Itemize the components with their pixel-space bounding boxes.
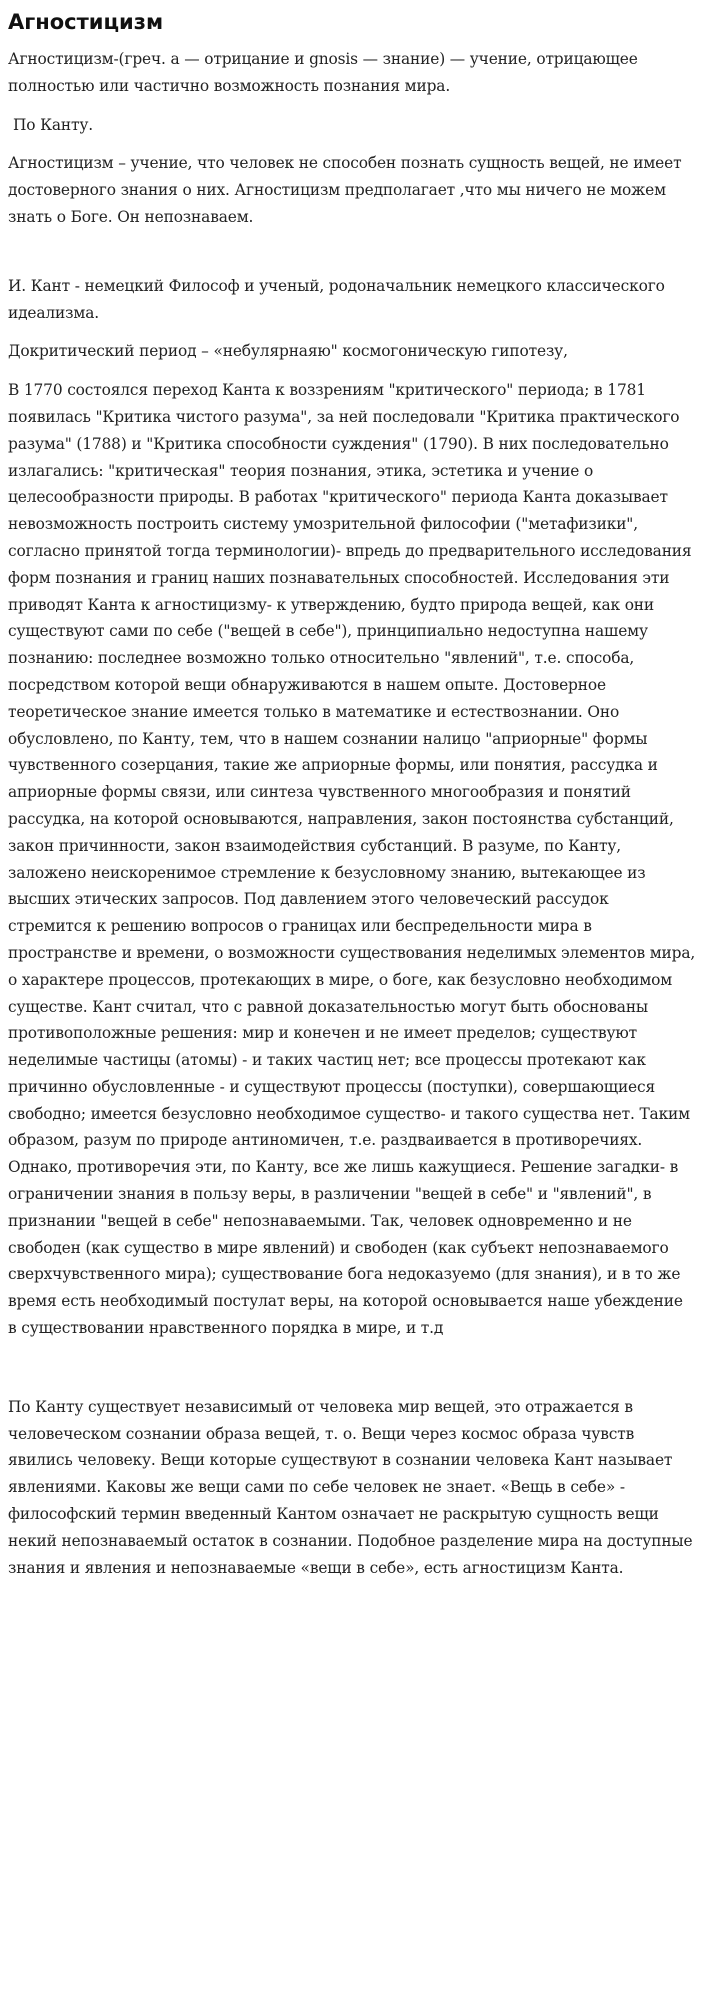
precritical-paragraph: Докритический период – «небулярнаяю" космогоническую гипотезу, (8, 342, 568, 361)
kant-subheading: По Канту. (13, 115, 94, 134)
definition-paragraph: Агностицизм-(греч. а — отрицание и gnosis — знание) — учение, отрицающее полностью или частично возможность познания мира. (8, 50, 638, 95)
document (8, 8, 696, 1593)
critical-period-paragraph: В 1770 состоялся переход Канта к воззрениям "критического" периода; в 1781 появилась "Критика чистого разума", за ней последовали "Критика практического разума" (1788) и "Критика способности суждения" (1790). В них последовательно излагались: "критическая" теория познания, этика, эстетика и учение о целесообразности природы. В работах "критического" периода Канта доказывает невозможность построить систему умозрительной философии ("метафизики", согласно принятой тогда терминологии)- впредь до предварительного исследования форм познания и границ наших познавательных способностей. Исследования эти приводят Канта к агностицизму- к утверждению, будто природа вещей, как они существуют сами по себе ("вещей в себе"), принципиально недоступна нашему познанию: последнее возможно только относительно "явлений", т.е. способа, посредством которой вещи обнаруживаются в нашем опыте. Достоверное теоретическое знание имеется только в математике и естествознании. Оно обусловлено, по Канту, тем, что в нашем сознании налицо "априорные" формы чувственного созерцания, такие же априорные формы, или понятия, рассудка и априорные формы связи, или синтеза чувственного многообразия и понятий рассудка, на которой основываются, направления, закон постоянства субстанций, закон причинности, закон взаимодействия субстанций. В разуме, по Канту, заложено неискоренимое стремление к безусловному знанию, вытекающее из высших этических запросов. Под давлением этого человеческий рассудок стремится к решению вопросов о границах или беспредельности мира в пространстве и времени, о возможности существования неделимых элементов мира, о характере процессов, протекающих в мире, о боге, как безусловно необходимом существе. Кант считал, что с равной доказательностью могут быть обоснованы противоположные решения: мир и конечен и не имеет пределов; существуют неделимые частицы (атомы) - и таких частиц нет; все процессы протекают как причинно обусловленные - и существуют процессы (поступки), совершающиеся свободно; имеется безусловно необходимое существо- и такого существа нет. Таким образом, разум по природе антиномичен, т.е. раздваивается в противоречиях. Однако, противоречия эти, по Канту, все же лишь кажущиеся. Решение загадки- в ограничении знания в пользу веры, в различении "вещей в себе" и "явлений", в признании "вещей в себе" непознаваемыми. Так, человек одновременно и не свободен (как существо в мире явлений) и свободен (как субъект непознаваемого сверхчувственного мира); существование бога недоказуемо (для знания), и в то же время есть необходимый постулат веры, на которой основывается наше убеждение в существовании нравственного порядка в мире, и т.д (8, 381, 696, 1338)
agnosticism-paragraph: Агностицизм – учение, что человек не способен познать сущность вещей, не имеет достоверного знания о них. Агностицизм предполагает ,что мы ничего не можем знать о Боге. Он непознаваем. (8, 154, 682, 226)
kant-intro-paragraph: И. Кант - немецкий Философ и ученый, родоначальник немецкого классического идеализма. (8, 276, 665, 322)
page-title: Агностицизм (8, 10, 164, 34)
thing-in-itself-paragraph: По Канту существует независимый от человека мир вещей, это отражается в человеческом сознании образа вещей, т. о. Вещи через космос образа чувств явились человеку. Вещи которые существуют в сознании человека Кант называет явлениями. Каковы же вещи сами по себе человек не знает. «Вещь в себе» - философский термин введенный Кантом означает не раскрытую сущность вещи некий непознаваемый остаток в сознании. Подобное разделение мира на доступные знания и явления и непознаваемые «вещи в себе», есть агностицизм Канта. (8, 1397, 693, 1577)
